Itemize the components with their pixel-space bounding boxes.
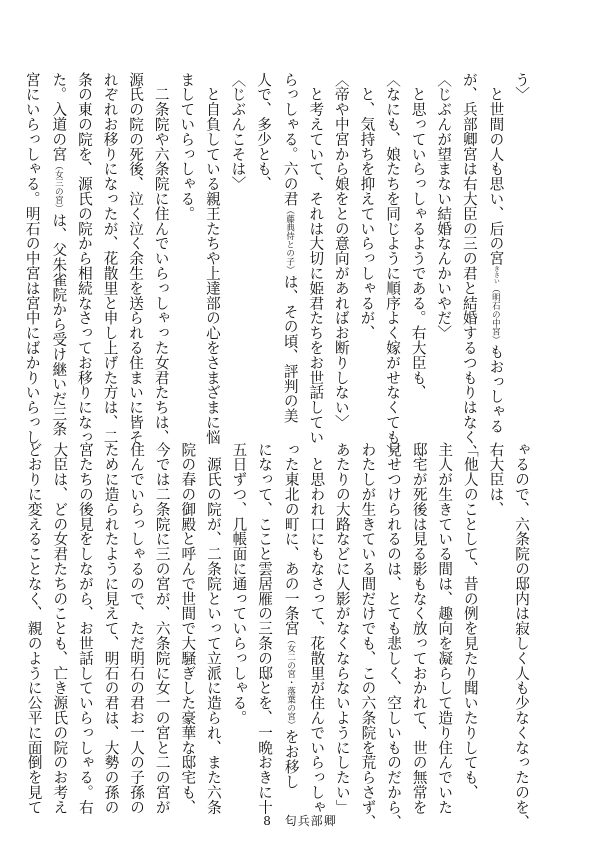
text-run: た。入道の宮 [50,72,68,162]
text-run: ために造られたように見えて、明石の君は、大勢の孫の [102,442,120,815]
text-line [45,72,72,436]
text-run: ましていらっしゃる。 [178,72,196,221]
text-run: をお移し [282,729,300,789]
text-line [355,442,381,830]
text-run: 大臣は、どの女君たちのことも、亡き源氏の院のお考え [51,442,69,815]
text-line [304,442,330,815]
text-run: 院の春の御殿と呼んで世間で大騒ぎした豪華な邸宅も、 [179,442,197,815]
text-run: 〈なにも、娘たちを同じように順序よく嫁がせなくても〉 [384,72,402,460]
text-run: 「他人のことして、昔の例を見たり聞いたりしても、 [461,442,479,800]
text-run: になって、ここと雲居雁の三条の邸とを、一晩おきに十 [256,442,274,815]
text-run: と自負している親王たちや上達部の心をさまざまに悩 [203,72,221,445]
text-line [225,72,251,405]
text-run: 住んでいらっしゃるので、ただ明石の君お一人の子孫の [128,442,146,815]
text-line [457,442,483,800]
text-line [97,72,123,445]
text-run: が、兵部卿宮は右大臣の三の君と結婚するつもりはなく、 [460,72,478,460]
text-run: と、気持ちを抑えていらっしゃるが、 [358,72,376,341]
text-run: どおりに変えることなく、親のように公平に面倒を見て [25,442,43,815]
text-line [303,72,329,445]
text-run: わたしが生きている間だけでも、この六条院を荒らさず、 [359,442,377,830]
text-line [199,72,225,445]
text-run: と考えていて、それは大切に姫君たちをお世話してい [307,72,325,445]
text-line [380,442,406,830]
text-line [379,72,405,460]
text-line [328,72,354,430]
inline-note: （女三の宮） [53,161,64,213]
text-run: と思われ口にもなさって、花散里が住んでいらっしゃ [308,442,326,815]
text-run: 人で、多少とも、 [255,72,273,192]
text-run: 宮にいらっしゃる。明石の中宮は宮中にばかりいらっし [23,72,41,445]
text-line [200,442,226,815]
text-run: れぞれお移りになったが、花散里と申し上げた方は、二 [101,72,119,445]
text-line [432,442,458,815]
text-run: と世間の人も思い、后の宮 [487,72,505,266]
text-line [354,72,380,405]
text-run: 二条院や六条院に住んでいらっしゃった女君たちは、 [152,72,170,445]
text-run: あたりの大路などに人影がなくならないようにしたい」 [333,442,351,815]
text-run: 今では二条院に三の宮が、六条院に女一の宮と二の宮が [153,442,171,815]
text-run: 〈帝や中宮から娘をとの意向があればお断りしない〉 [332,72,350,430]
text-run: 〈じぶんが望まない結婚なんかいやだ〉 [435,72,453,341]
text-line [71,72,97,445]
text-run: ゃるので、六条院の邸内は寂しく人も少なくなったのを、 [513,442,530,830]
text-line [149,442,175,815]
text-run: 宮たちの後見をしながら、お世話していらっしゃる。右 [76,442,94,815]
text-run: は、父朱雀院から受け継いだ三条 [50,212,68,436]
text-run: もおっしゃる [487,344,505,434]
text-line [482,72,509,434]
upper-text-block [23,72,534,460]
text-run: 源氏の院の死後、泣く泣く余生を送られる住まいに皆そ [127,72,145,445]
text-run: は、その頃、評判の美 [281,274,299,424]
text-run: った東北の町に、あの一条宮 [282,442,300,636]
inline-note: （女二の宮・落葉の宮） [285,635,296,730]
text-line [329,442,355,815]
text-line [72,442,98,815]
text-line [19,72,45,445]
inline-note: （明石の中宮） [490,284,501,345]
text-line [431,72,457,405]
text-line [47,442,73,815]
text-line [508,72,534,405]
text-line [148,72,174,445]
text-run: 右大臣は、 [487,442,505,517]
text-run: う〉 [513,72,530,102]
ruby-annotation: きさい [492,265,500,285]
text-line [123,72,149,445]
text-line [406,442,432,815]
text-run: らっしゃる。六の君 [281,72,299,207]
text-run: 見せつけられるのは、とても悲しく、空しいものだから、 [385,442,403,830]
text-run: 邸宅が死後は見る影もなく放っておかれて、世の無常を [410,442,428,815]
text-line [21,442,47,815]
text-line [508,442,534,830]
inline-note: （藤典侍との子） [284,206,295,275]
text-run: 条の東の院を、源氏の院から相続なさってお移りになっ [75,72,93,445]
text-line [483,442,509,775]
text-line [175,442,201,815]
text-line [250,72,276,405]
text-line [251,442,277,815]
chapter-title: 匂兵部卿 [284,814,337,828]
text-line [277,442,304,789]
text-line [98,442,124,815]
page-footer [0,812,600,829]
text-line [405,72,431,405]
text-run: 五日ずつ、几帳面に通っていらっしゃる。 [230,442,248,726]
text-run: と思っていらっしゃるようである。右大臣も、 [409,72,427,400]
text-line [124,442,150,815]
text-run: 〈じぶんこそは〉 [229,72,247,192]
text-line [276,72,303,424]
text-line [226,442,252,775]
text-line [174,72,200,405]
text-run: 源氏の院が、二条院といって立派に造られ、また六条 [204,442,222,815]
text-run: 主人が生きている間は、趣向を凝らして造り住んでいた [436,442,454,815]
page-number: 8 [263,814,272,828]
text-line [456,72,482,460]
